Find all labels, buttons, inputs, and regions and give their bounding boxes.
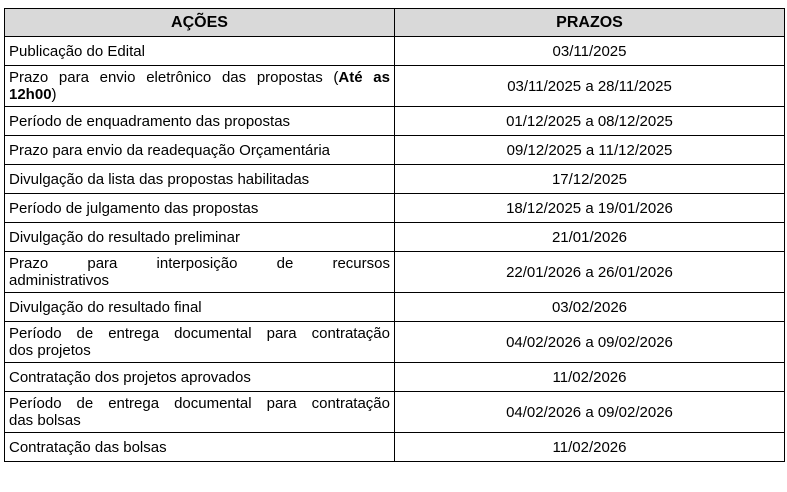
table-row: [5, 392, 785, 433]
table-row: [5, 37, 785, 66]
acao-cell: Período de julgamento das propostas: [5, 194, 395, 223]
prazo-cell: 04/02/2026 a 09/02/2026: [395, 392, 785, 433]
schedule-table: [4, 8, 785, 462]
table-row: [5, 136, 785, 165]
acao-cell: Período de enquadramento das propostas: [5, 107, 395, 136]
table-row: [5, 107, 785, 136]
prazo-cell: 18/12/2025 a 19/01/2026: [395, 194, 785, 223]
table-row: [5, 165, 785, 194]
acao-line-2: dos projetos: [9, 342, 91, 359]
acao-cell: Prazo para envio da readequação Orçamentária: [5, 136, 395, 165]
prazo-cell: 04/02/2026 a 09/02/2026: [395, 322, 785, 363]
prazo-cell: 01/12/2025 a 08/12/2025: [395, 107, 785, 136]
prazo-cell: 03/11/2025: [395, 37, 785, 66]
acao-text: Prazo para envio eletrônico das propostas (: [9, 69, 339, 86]
acao-line-1: Período de entrega documental para contratação: [9, 395, 390, 412]
acao-text: ): [51, 86, 57, 103]
table-row: [5, 433, 785, 462]
acao-cell: Divulgação da lista das propostas habilitadas: [5, 165, 395, 194]
table-row: [5, 252, 785, 293]
prazo-cell: 17/12/2025: [395, 165, 785, 194]
acao-cell: Divulgação do resultado final: [5, 293, 395, 322]
header-acoes: AÇÕES: [5, 9, 395, 37]
acao-cell: [5, 66, 395, 107]
acao-cell: Contratação dos projetos aprovados: [5, 363, 395, 392]
acao-cell: [5, 252, 395, 293]
table-row: [5, 322, 785, 363]
table-row: [5, 194, 785, 223]
prazo-cell: 03/02/2026: [395, 293, 785, 322]
acao-line-1: Período de entrega documental para contratação: [9, 325, 390, 342]
acao-cell: Divulgação do resultado preliminar: [5, 223, 395, 252]
prazo-cell: 11/02/2026: [395, 433, 785, 462]
header-prazos: PRAZOS: [395, 9, 785, 37]
table-row: [5, 66, 785, 107]
prazo-cell: 11/02/2026: [395, 363, 785, 392]
table-row: [5, 223, 785, 252]
prazo-cell: 22/01/2026 a 26/01/2026: [395, 252, 785, 293]
acao-cell: Publicação do Edital: [5, 37, 395, 66]
table-header-row: [5, 9, 785, 37]
table-row: [5, 293, 785, 322]
table-row: [5, 363, 785, 392]
acao-line-1: Prazo para interposição de recursos: [9, 255, 390, 272]
acao-cell: [5, 322, 395, 363]
acao-line-2: das bolsas: [9, 412, 81, 429]
prazo-cell: 03/11/2025 a 28/11/2025: [395, 66, 785, 107]
acao-bold-text: Até as 12h00: [9, 69, 390, 103]
acao-cell: [5, 392, 395, 433]
prazo-cell: 21/01/2026: [395, 223, 785, 252]
acao-line-2: administrativos: [9, 272, 110, 289]
prazo-cell: 09/12/2025 a 11/12/2025: [395, 136, 785, 165]
acao-cell: Contratação das bolsas: [5, 433, 395, 462]
